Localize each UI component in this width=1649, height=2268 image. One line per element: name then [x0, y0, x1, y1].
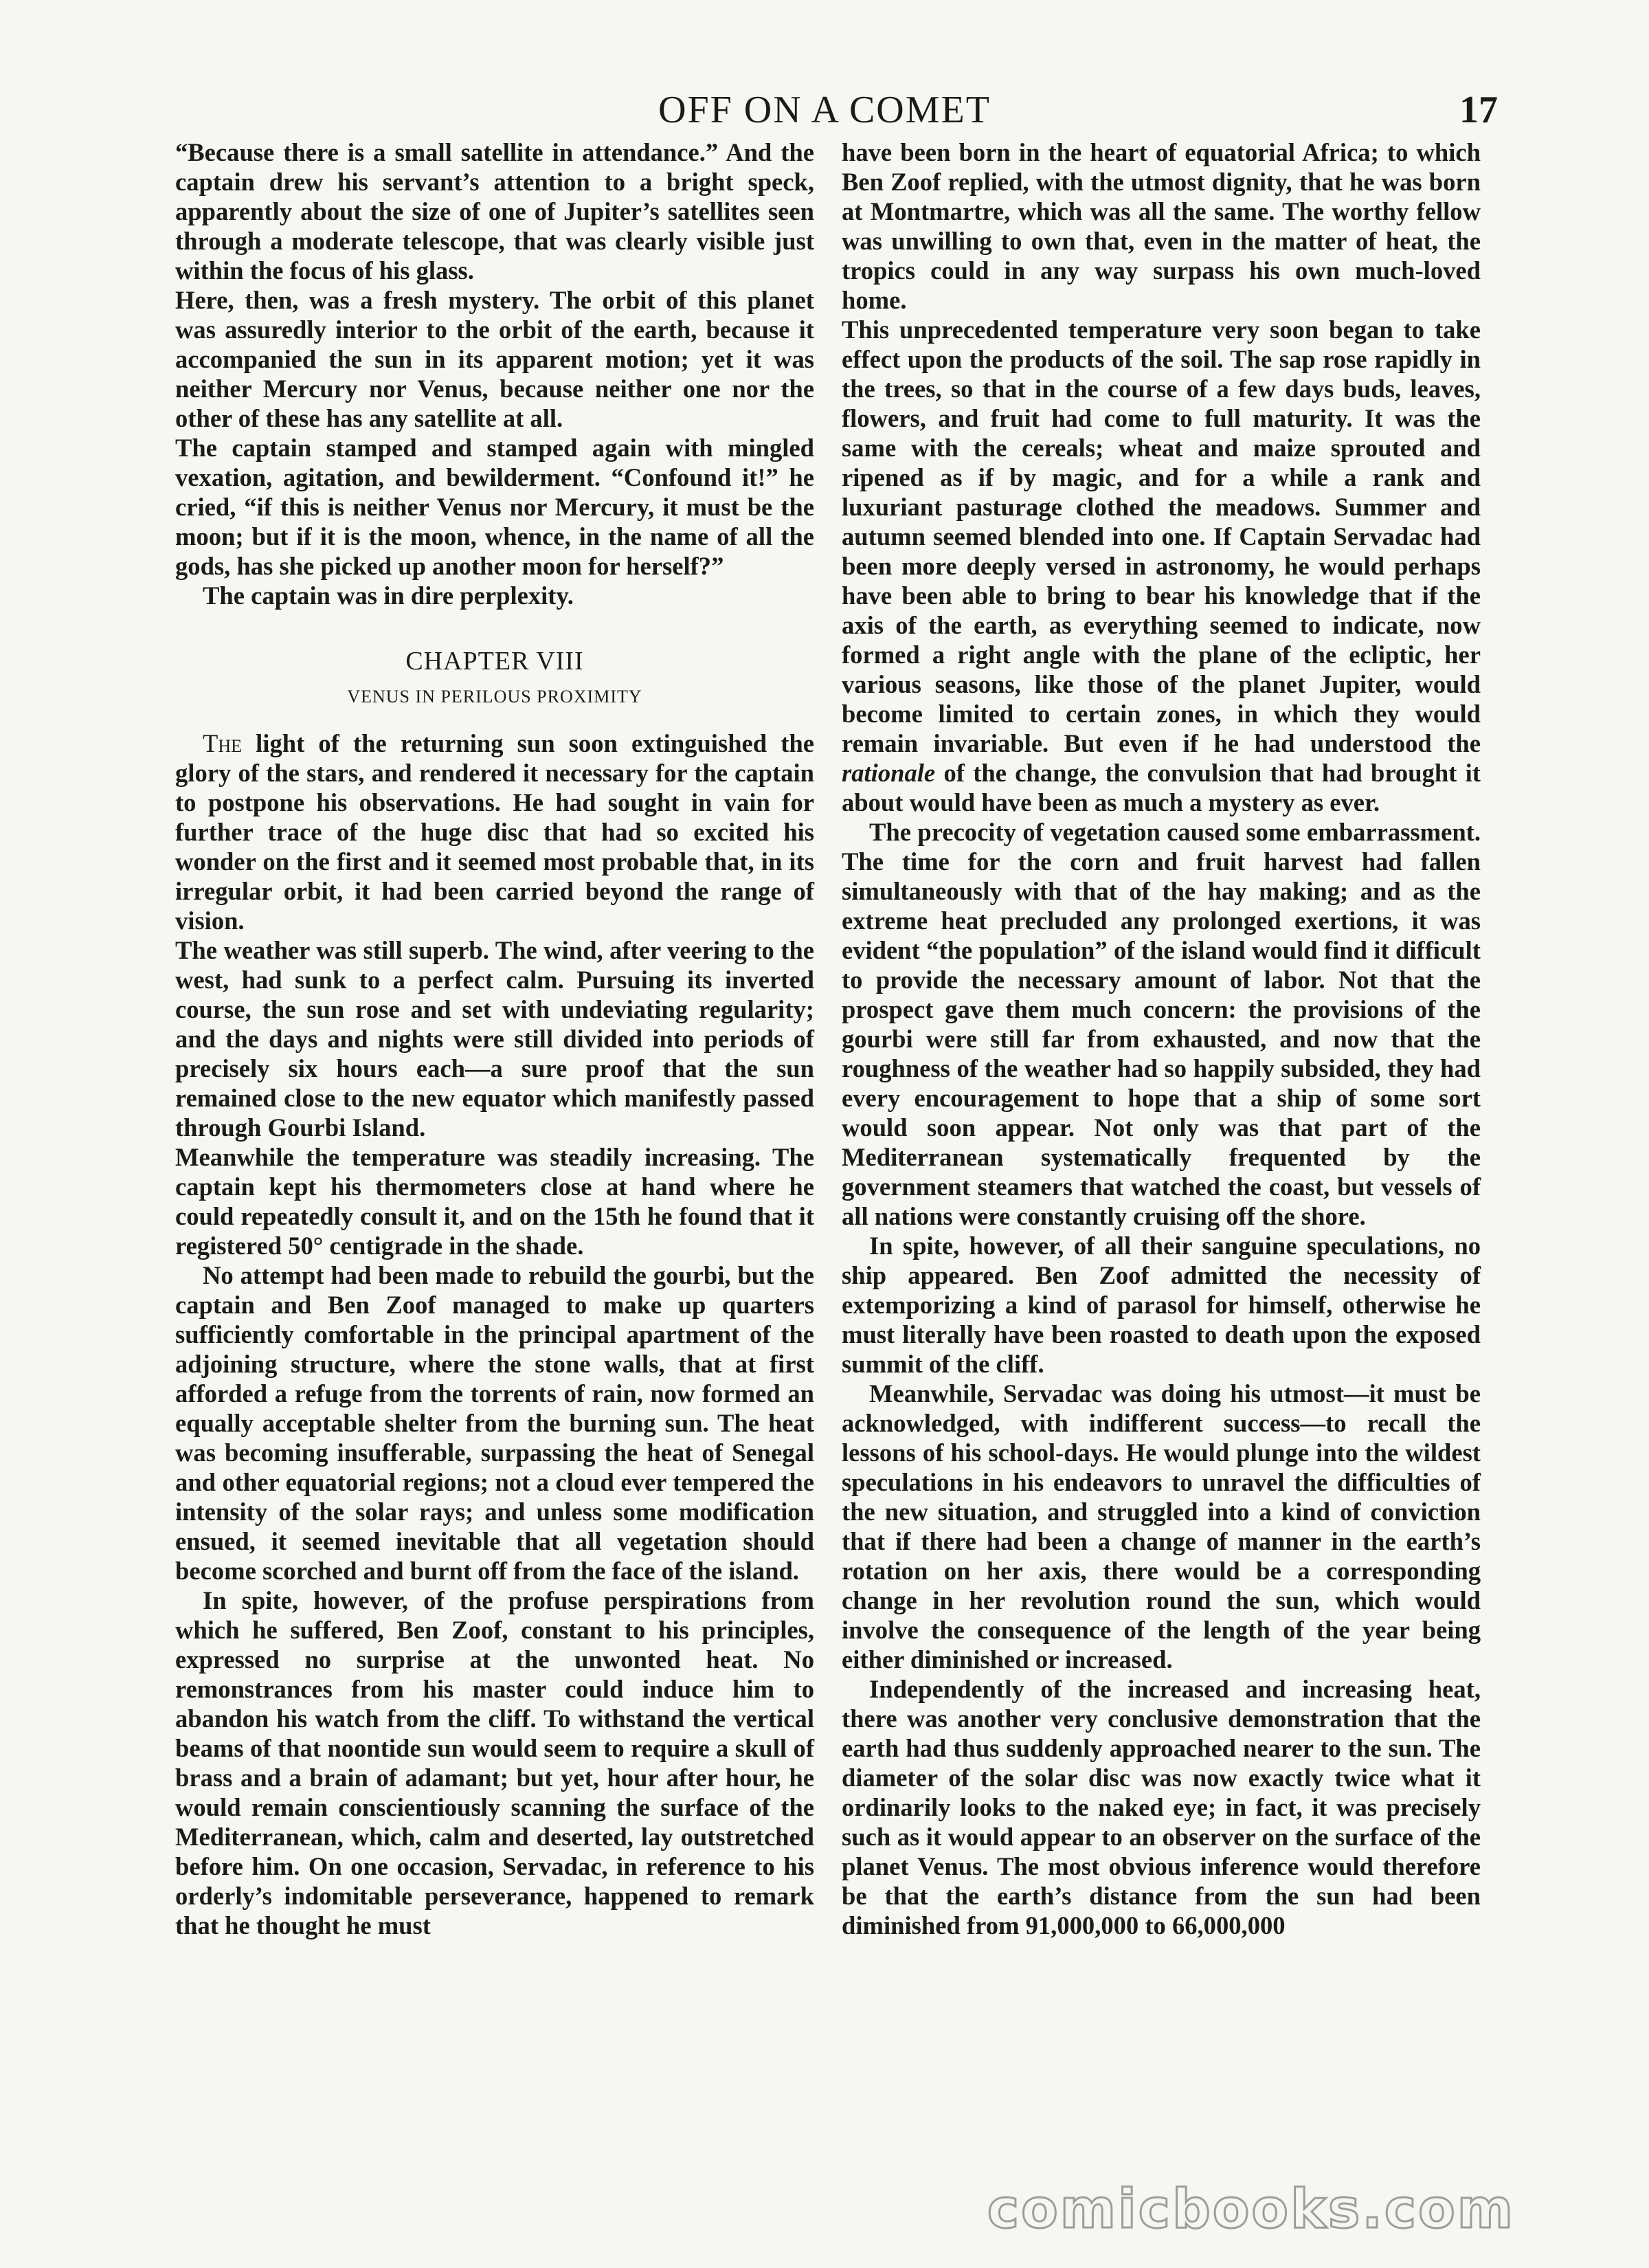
chapter-lead-word: The [203, 729, 243, 757]
paragraph: Meanwhile, Servadac was doing his utmost—it must be acknowledged, with indifferent success—to recall the lessons of his school-days. He would plunge into the wildest speculations in his endeavors to unravel the difficulties of the new situation, and struggled into a kind of conviction that if there had been a change of manner in the earth’s rotation on her axis, there would be a corresponding change in her revolution round the sun, which would involve the consequence of the length of the year being either diminished or increased. [842, 1379, 1481, 1674]
watermark-logo: comicbooks.com [987, 2179, 1515, 2241]
paragraph: The precocity of vegetation caused some embarrassment. The time for the corn and fruit harvest had fallen simultaneously with that of the hay making; and as the extreme heat precluded any prolonged exertions, it was evident “the population” of the island would find it difficult to provide the necessary amount of labor. Not that the prospect gave them much concern: the provisions of the gourbi were still far from exhausted, and now that the roughness of the weather had so happily subsided, they had every encouragement to hope that a ship of some sort would soon appear. Not only was that part of the Mediterranean systematically frequented by the government steamers that watched the coast, but vessels of all nations were constantly cruising off the shore. [842, 818, 1481, 1230]
italic-word: rationale [842, 759, 936, 787]
running-title: OFF ON A COMET [658, 89, 991, 131]
paragraph: No attempt had been made to rebuild the gourbi, but the captain and Ben Zoof managed to make up quarters sufficiently comfortable in the principal apartment of the adjoining structure, where the stone walls, that at first afforded a refuge from the torrents of rain, now formed an equally acceptable shelter from the burning sun. The heat was becoming insufferable, surpassing the heat of Senegal and other equatorial regions; not a cloud ever tempered the intensity of the solar rays; and unless some modification ensued, it seemed inevitable that all vegetation should become scorched and burnt off from the face of the island. [175, 1261, 814, 1585]
paragraph [842, 315, 1481, 817]
paragraph: Independently of the increased and increasing heat, there was another very conclusive demonstration that the earth had thus suddenly approached nearer to the sun. The diameter of the solar disc was now exactly twice what it ordinarily looks to the naked eye; in fact, it was precisely such as it would appear to an observer on the surface of the planet Venus. The most obvious inference would therefore be that the earth’s distance from the sun had been diminished from 91,000,000 to 66,000,000 [842, 1675, 1481, 1939]
paragraph: Here, then, was a fresh mystery. The orbit of this planet was assuredly interior to the orbit of the earth, because it accompanied the sun in its apparent motion; yet it was neither Mercury nor Venus, because neither one nor the other of these has any satellite at all. [175, 286, 814, 432]
paragraph-text: This unprecedented temperature very soon began to take effect upon the products of the soil. The sap rose rapidly in the trees, so that in the course of a few days buds, leaves, flowers, and fruit had come to full maturity. It was the same with the cereals; wheat and maize sprouted and ripened as if by magic, and for a while a rank and luxuriant pasturage clothed the meadows. Summer and autumn seemed blended into one. If Captain Servadac had been more deeply versed in astronomy, he would perhaps have been able to bring to bear his knowledge that if the axis of the earth, as everything seemed to indicate, now formed a right angle with the plane of the ecliptic, her various seasons, like those of the planet Jupiter, would become limited to certain zones, in which they would remain invariable. But even if he had understood the [842, 315, 1481, 757]
paragraph-text: of the change, the convulsion that had brought it about would have been as much a mystery as ever. [842, 759, 1481, 816]
paragraph: have been born in the heart of equatorial Africa; to which Ben Zoof replied, with the utmost dignity, that he was born at Montmartre, which was all the same. The worthy fellow was unwilling to own that, even in the matter of heat, the tropics could in any way surpass his own much-loved home. [842, 138, 1481, 314]
paragraph: The captain stamped and stamped again with mingled vexation, agitation, and bewilderment. “Confound it!” he cried, “if this is neither Venus nor Mercury, it must be the moon; but if it is the moon, whence, in the name of all the gods, has she picked up another moon for herself?” [175, 434, 814, 580]
chapter-heading: CHAPTER VIII [405, 647, 584, 676]
paragraph: The captain was in dire perplexity. [203, 581, 574, 610]
paragraph: In spite, however, of the profuse perspirations from which he suffered, Ben Zoof, constant to his principles, expressed no surprise at the unwonted heat. No remonstrances from his master could induce him to abandon his watch from the cliff. To withstand the vertical beams of that noontide sun would seem to require a skull of brass and a brain of adamant; but yet, hour after hour, he would remain conscientiously scanning the surface of the Mediterranean, which, calm and deserted, lay outstretched before him. On one occasion, Servadac, in reference to his orderly’s indomitable perseverance, happened to remark that he thought he must [175, 1586, 814, 1939]
paragraph [175, 729, 814, 935]
chapter-subtitle: VENUS IN PERILOUS PROXIMITY [347, 687, 642, 707]
paragraph: In spite, however, of all their sanguine speculations, no ship appeared. Ben Zoof admitted the necessity of extemporizing a kind of parasol for himself, otherwise he must literally have been roasted to death upon the exposed summit of the cliff. [842, 1232, 1481, 1378]
page-number: 17 [1459, 89, 1498, 131]
paragraph: “Because there is a small satellite in attendance.” And the captain drew his servant’s attention to a bright speck, apparently about the size of one of Jupiter’s satellites seen through a moderate telescope, that was clearly visible just within the focus of his glass. [175, 138, 814, 285]
paragraph: The weather was still superb. The wind, after veering to the west, had sunk to a perfect calm. Pursuing its inverted course, the sun rose and set with undeviating regularity; and the days and nights were still divided into periods of precisely six hours each—a sure proof that the sun remained close to the new equator which manifestly passed through Gourbi Island. [175, 936, 814, 1142]
right-column [842, 137, 1481, 1940]
left-column [175, 137, 814, 1940]
paragraph-text: light of the returning sun soon extinguished the glory of the stars, and rendered it necessary for the captain to postpone his observations. He had sought in vain for further trace of the huge disc that had so excited his wonder on the first and it seemed most probable that, in its irregular orbit, it had been carried beyond the range of vision. [175, 729, 814, 935]
page-header [0, 82, 1649, 137]
paragraph: Meanwhile the temperature was steadily increasing. The captain kept his thermometers close at hand where he could repeatedly consult it, and on the 15th he found that it registered 50° centigrade in the shade. [175, 1143, 814, 1260]
